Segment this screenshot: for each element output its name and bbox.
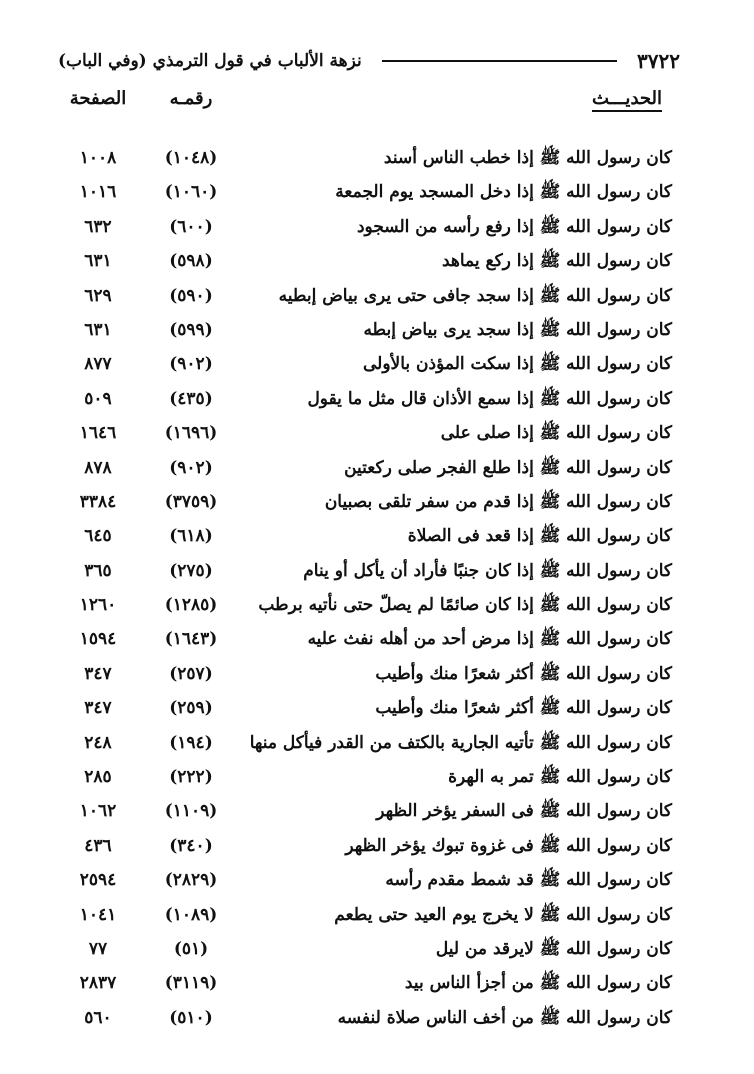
hadith-number: (٩٠٢) bbox=[169, 457, 213, 478]
page-reference: ٥٠٩ bbox=[84, 388, 112, 409]
column-header-number: رقمـه bbox=[169, 88, 213, 109]
column-header-page: الصفحة bbox=[69, 88, 127, 109]
book-title: نزهة الألباب في قول الترمذي (وفي الباب) bbox=[58, 51, 362, 71]
index-list bbox=[58, 141, 680, 1035]
hadith-number: (١١٠٩) bbox=[164, 801, 218, 822]
hadith-text: كان رسول الله ﷺ لا يخرج يوم العيد حتى يطعم bbox=[334, 904, 672, 925]
hadith-number: (١٩٤) bbox=[169, 732, 213, 753]
header-rule bbox=[382, 60, 617, 62]
hadith-text: كان رسول الله ﷺ تمر به الهرة bbox=[448, 767, 672, 788]
page-reference: ١٦٤٦ bbox=[79, 423, 117, 444]
index-entry bbox=[58, 588, 680, 622]
hadith-text: كان رسول الله ﷺ إذا كان جنبًا فأراد أن يأكل أو ينام bbox=[303, 560, 672, 581]
index-entry bbox=[58, 760, 680, 794]
index-entry bbox=[58, 279, 680, 313]
page-reference: ١٠٤١ bbox=[79, 904, 117, 925]
hadith-text: كان رسول الله ﷺ من أخف الناس صلاة لنفسه bbox=[337, 1007, 672, 1028]
hadith-text: كان رسول الله ﷺ لايرقد من ليل bbox=[435, 938, 672, 959]
page-reference: ٥٦٠ bbox=[84, 1007, 112, 1028]
index-entry bbox=[58, 519, 680, 553]
hadith-number: (١٦٤٣) bbox=[164, 629, 218, 650]
column-headers bbox=[58, 88, 680, 114]
hadith-number: (١٠٨٩) bbox=[164, 904, 218, 925]
hadith-number: (٥٩٠) bbox=[169, 285, 213, 306]
index-entry bbox=[58, 829, 680, 863]
page-reference: ١٢٦٠ bbox=[79, 595, 117, 616]
hadith-text: كان رسول الله ﷺ إذا صلى على bbox=[440, 423, 672, 444]
page-reference: ١٠٠٨ bbox=[79, 148, 117, 168]
page-reference: ٣٤٧ bbox=[84, 698, 112, 719]
hadith-text: كان رسول الله ﷺ من أجزأ الناس بيد bbox=[404, 973, 672, 994]
index-entry bbox=[58, 794, 680, 828]
hadith-number: (٢٧٥) bbox=[169, 560, 213, 581]
index-entry bbox=[58, 657, 680, 691]
hadith-text: كان رسول الله ﷺ قد شمط مقدم رأسه bbox=[385, 870, 672, 891]
page-reference: ٤٣٦ bbox=[84, 835, 112, 856]
hadith-number: (٣٤٠) bbox=[169, 835, 213, 856]
page-reference: ٦٣١ bbox=[84, 251, 112, 272]
index-entry bbox=[58, 966, 680, 1000]
hadith-text: كان رسول الله ﷺ إذا سكت المؤذن بالأولى bbox=[362, 354, 672, 375]
hadith-number: (٣١١٩) bbox=[164, 973, 218, 994]
index-entry bbox=[58, 622, 680, 656]
page-reference: ٨٧٧ bbox=[84, 354, 112, 375]
hadith-number: (٥٩٨) bbox=[169, 251, 213, 272]
index-entry bbox=[58, 347, 680, 381]
hadith-number: (٥١) bbox=[173, 938, 209, 959]
hadith-text: كان رسول الله ﷺ إذا رفع رأسه من السجود bbox=[356, 216, 672, 237]
index-entry bbox=[58, 898, 680, 932]
hadith-number: (٩٠٢) bbox=[169, 354, 213, 375]
hadith-number: (٦١٨) bbox=[169, 526, 213, 547]
hadith-number: (١٢٨٥) bbox=[164, 595, 218, 616]
hadith-number: (٢٥٩) bbox=[169, 698, 213, 719]
page-reference: ٢٥٩٤ bbox=[79, 870, 117, 891]
index-entry bbox=[58, 554, 680, 588]
index-entry bbox=[58, 416, 680, 450]
column-header-hadith: الحديـــث bbox=[592, 88, 662, 112]
index-entry bbox=[58, 1001, 680, 1035]
hadith-text: كان رسول الله ﷺ إذا ركع يماهد bbox=[441, 251, 672, 272]
hadith-text: كان رسول الله ﷺ إذا سجد يرى بياض إبطه bbox=[363, 319, 672, 340]
hadith-text: كان رسول الله ﷺ أكثر شعرًا منك وأطيب bbox=[375, 663, 672, 684]
hadith-text: كان رسول الله ﷺ تأتيه الجارية بالكتف من القدر فيأكل منها bbox=[249, 732, 672, 753]
page-reference: ٣٣٨٤ bbox=[79, 491, 117, 512]
index-entry bbox=[58, 382, 680, 416]
hadith-text: كان رسول الله ﷺ أكثر شعرًا منك وأطيب bbox=[375, 698, 672, 719]
page-reference: ٣٤٧ bbox=[84, 663, 112, 684]
hadith-number: (٦٠٠) bbox=[169, 216, 213, 237]
page-reference: ٧٧ bbox=[88, 938, 108, 959]
hadith-text: كان رسول الله ﷺ إذا دخل المسجد يوم الجمعة bbox=[335, 182, 672, 203]
index-entry bbox=[58, 210, 680, 244]
hadith-text: كان رسول الله ﷺ إذا قدم من سفر تلقى بصبيان bbox=[324, 491, 672, 512]
page-reference: ٦٤٥ bbox=[84, 526, 112, 547]
index-entry bbox=[58, 175, 680, 209]
hadith-number: (٢٨٢٩) bbox=[164, 870, 218, 891]
hadith-text: كان رسول الله ﷺ فى السفر يؤخر الظهر bbox=[376, 801, 672, 822]
index-entry bbox=[58, 485, 680, 519]
hadith-text: كان رسول الله ﷺ إذا خطب الناس أسند bbox=[383, 148, 672, 168]
page-reference: ١٠١٦ bbox=[79, 182, 117, 203]
index-entry bbox=[58, 863, 680, 897]
index-entry bbox=[58, 726, 680, 760]
hadith-number: (١٦٩٦) bbox=[164, 423, 218, 444]
page-reference: ١٠٦٢ bbox=[79, 801, 117, 822]
hadith-text: كان رسول الله ﷺ إذا مرض أحد من أهله نفث عليه bbox=[307, 629, 672, 650]
hadith-number: (٢٥٧) bbox=[169, 663, 213, 684]
hadith-number: (٢٢٢) bbox=[169, 767, 213, 788]
hadith-text: كان رسول الله ﷺ إذا كان صائمًا لم يصلّ حتى نأتيه برطب bbox=[258, 595, 672, 616]
page-reference: ١٥٩٤ bbox=[79, 629, 117, 650]
hadith-number: (١٠٤٨) bbox=[164, 148, 218, 168]
page-reference: ٦٢٩ bbox=[84, 285, 112, 306]
hadith-text: كان رسول الله ﷺ فى غزوة تبوك يؤخر الظهر bbox=[345, 835, 672, 856]
index-entry bbox=[58, 141, 680, 175]
index-entry bbox=[58, 932, 680, 966]
index-entry bbox=[58, 244, 680, 278]
hadith-text: كان رسول الله ﷺ إذا قعد فى الصلاة bbox=[407, 526, 672, 547]
page-reference: ٢٨٣٧ bbox=[79, 973, 117, 994]
index-entry bbox=[58, 313, 680, 347]
hadith-text: كان رسول الله ﷺ إذا طلع الفجر صلى ركعتين bbox=[344, 457, 672, 478]
hadith-number: (٤٣٥) bbox=[169, 388, 213, 409]
hadith-text: كان رسول الله ﷺ إذا سجد جافى حتى يرى بياض إبطيه bbox=[278, 285, 672, 306]
page-reference: ٦٣٢ bbox=[84, 216, 112, 237]
page-reference: ٨٧٨ bbox=[84, 457, 112, 478]
hadith-number: (١٠٦٠) bbox=[164, 182, 218, 203]
page-number: ٣٧٢٢ bbox=[637, 49, 680, 73]
page-reference: ٢٤٨ bbox=[84, 732, 112, 753]
index-entry bbox=[58, 691, 680, 725]
page-reference: ٢٨٥ bbox=[84, 767, 112, 788]
page-reference: ٣٦٥ bbox=[84, 560, 112, 581]
hadith-text: كان رسول الله ﷺ إذا سمع الأذان قال مثل ما يقول bbox=[307, 388, 672, 409]
index-entry bbox=[58, 451, 680, 485]
hadith-number: (٣٧٥٩) bbox=[164, 491, 218, 512]
running-head bbox=[58, 46, 680, 76]
hadith-number: (٥١٠) bbox=[169, 1007, 213, 1028]
page-reference: ٦٣١ bbox=[84, 319, 112, 340]
hadith-number: (٥٩٩) bbox=[169, 319, 213, 340]
